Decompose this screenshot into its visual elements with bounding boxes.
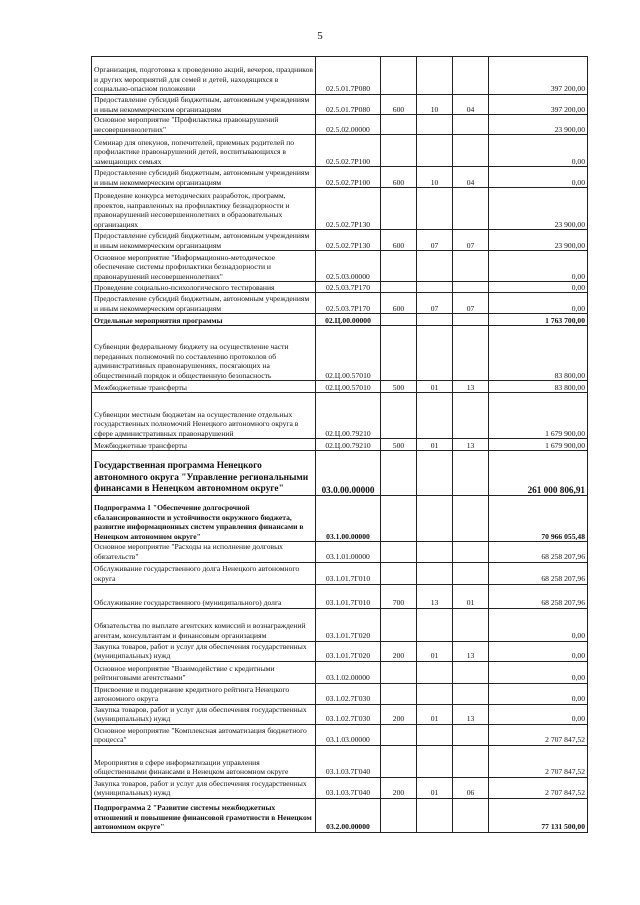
row-amount: 2 707 847,52 xyxy=(489,777,588,798)
row-expense-type xyxy=(381,135,417,167)
row-name: Закупка товаров, работ и услуг для обеспечения государственных (муниципальных) нужд xyxy=(92,777,316,798)
row-amount: 0,00 xyxy=(489,251,588,282)
row-amount: 2 707 847,52 xyxy=(489,724,588,745)
table-row xyxy=(92,293,588,314)
row-section xyxy=(417,798,453,832)
row-subsection xyxy=(453,745,489,777)
row-code: 03.1.03.7Г040 xyxy=(316,745,381,777)
row-section: 01 xyxy=(417,777,453,798)
row-subsection: 04 xyxy=(453,167,489,188)
row-expense-type xyxy=(381,188,417,230)
row-name: Подпрограмма 1 "Обеспечение долгосрочной сбалансированности и устойчивости окружного бюджета, развитие информационных систем управления финансами в Ненецком автономном округе" xyxy=(92,496,316,542)
row-expense-type xyxy=(381,57,417,95)
row-subsection xyxy=(453,798,489,832)
row-name: Основное мероприятие "Комплексная автоматизация бюджетного процесса" xyxy=(92,724,316,745)
row-code: 02.5.01.7Р080 xyxy=(316,95,381,115)
row-name: Обязательства по выплате агентских комиссий и вознаграждений агентам, консультантам и финансовым организациям xyxy=(92,608,316,641)
row-section: 13 xyxy=(417,584,453,608)
table-row xyxy=(92,314,588,326)
row-amount: 0,00 xyxy=(489,608,588,641)
row-section: 01 xyxy=(417,381,453,393)
row-name: Основное мероприятие "Взаимодействие с кредитными рейтинговыми агентствами" xyxy=(92,661,316,683)
row-section xyxy=(417,115,453,135)
row-subsection xyxy=(453,451,489,496)
table-row xyxy=(92,115,588,135)
table-row xyxy=(92,542,588,562)
row-name: Семинар для опекунов, попечителей, приемных родителей по профилактике правонарушений детей, воспитывающихся в замещающих семьях xyxy=(92,135,316,167)
row-section xyxy=(417,724,453,745)
row-code: 02.Ц.00.00000 xyxy=(316,314,381,326)
row-amount: 83 800,00 xyxy=(489,381,588,393)
row-amount: 0,00 xyxy=(489,167,588,188)
row-expense-type: 200 xyxy=(381,704,417,724)
row-code: 03.1.02.7Г030 xyxy=(316,704,381,724)
table-row xyxy=(92,381,588,393)
table-row xyxy=(92,188,588,230)
table-row xyxy=(92,608,588,641)
row-name: Закупка товаров, работ и услуг для обеспечения государственных (муниципальных) нужд xyxy=(92,704,316,724)
row-subsection xyxy=(453,135,489,167)
row-subsection xyxy=(453,251,489,282)
row-amount: 0,00 xyxy=(489,135,588,167)
row-section: 01 xyxy=(417,641,453,661)
row-code: 02.5.01.7Р080 xyxy=(316,57,381,95)
row-section: 07 xyxy=(417,293,453,314)
row-expense-type xyxy=(381,745,417,777)
row-amount: 0,00 xyxy=(489,704,588,724)
row-amount: 261 000 806,91 xyxy=(489,451,588,496)
table-row xyxy=(92,704,588,724)
row-expense-type xyxy=(381,542,417,562)
row-name: Субвенции федеральному бюджету на осуществление части переданных полномочий по составлению протоколов об административных правонарушениях, посягающих на общественный порядок и общественную безопасность xyxy=(92,326,316,381)
row-code: 03.1.02.7Г030 xyxy=(316,683,381,704)
row-section: 10 xyxy=(417,95,453,115)
row-subsection xyxy=(453,57,489,95)
table-row xyxy=(92,562,588,584)
row-name: Межбюджетные трансферты xyxy=(92,439,316,451)
row-expense-type xyxy=(381,683,417,704)
row-expense-type xyxy=(381,393,417,439)
row-subsection xyxy=(453,562,489,584)
row-name: Основное мероприятие "Профилактика правонарушений несовершеннолетних" xyxy=(92,115,316,135)
row-expense-type: 500 xyxy=(381,381,417,393)
row-section xyxy=(417,326,453,381)
row-subsection: 13 xyxy=(453,439,489,451)
row-subsection xyxy=(453,115,489,135)
row-subsection xyxy=(453,724,489,745)
row-code: 03.1.01.7Г010 xyxy=(316,584,381,608)
row-amount: 83 800,00 xyxy=(489,326,588,381)
table-row xyxy=(92,57,588,95)
row-subsection xyxy=(453,326,489,381)
row-expense-type: 200 xyxy=(381,777,417,798)
row-code: 02.5.03.00000 xyxy=(316,251,381,282)
table-row xyxy=(92,641,588,661)
row-subsection xyxy=(453,314,489,326)
table-row xyxy=(92,167,588,188)
row-name: Государственная программа Ненецкого автономного округа "Управление региональными финансами в Ненецком автономном округе" xyxy=(92,451,316,496)
table-row xyxy=(92,230,588,251)
row-section xyxy=(417,135,453,167)
row-expense-type xyxy=(381,608,417,641)
row-amount: 70 966 055,48 xyxy=(489,496,588,542)
table-row xyxy=(92,683,588,704)
row-section xyxy=(417,562,453,584)
row-code: 03.1.02.00000 xyxy=(316,661,381,683)
row-section xyxy=(417,608,453,641)
row-code: 03.1.03.00000 xyxy=(316,724,381,745)
row-name: Межбюджетные трансферты xyxy=(92,381,316,393)
row-amount: 68 258 207,96 xyxy=(489,584,588,608)
row-section: 01 xyxy=(417,439,453,451)
row-subsection xyxy=(453,608,489,641)
table-row xyxy=(92,439,588,451)
table-row xyxy=(92,724,588,745)
row-section: 07 xyxy=(417,230,453,251)
row-expense-type: 700 xyxy=(381,584,417,608)
row-expense-type xyxy=(381,496,417,542)
table-row xyxy=(92,95,588,115)
row-code: 03.1.01.7Г010 xyxy=(316,562,381,584)
table-row xyxy=(92,393,588,439)
row-code: 02.Ц.00.79210 xyxy=(316,439,381,451)
row-name: Предоставление субсидий бюджетным, автономным учреждениям и иным некоммерческим организациям xyxy=(92,293,316,314)
row-code: 03.0.00.00000 xyxy=(316,451,381,496)
table-row xyxy=(92,584,588,608)
row-amount: 68 258 207,96 xyxy=(489,562,588,584)
row-section xyxy=(417,393,453,439)
table-row xyxy=(92,798,588,832)
row-amount: 0,00 xyxy=(489,661,588,683)
row-code: 03.1.00.00000 xyxy=(316,496,381,542)
row-section xyxy=(417,496,453,542)
row-subsection: 13 xyxy=(453,704,489,724)
row-expense-type xyxy=(381,326,417,381)
row-amount: 68 258 207,96 xyxy=(489,542,588,562)
row-amount: 1 679 900,00 xyxy=(489,393,588,439)
row-expense-type: 600 xyxy=(381,293,417,314)
row-name: Основное мероприятие "Расходы на исполнение долговых обязательств" xyxy=(92,542,316,562)
row-name: Обслуживание государственного (муниципального) долга xyxy=(92,584,316,608)
row-expense-type: 600 xyxy=(381,167,417,188)
row-name: Предоставление субсидий бюджетным, автономным учреждениям и иным некоммерческим организациям xyxy=(92,95,316,115)
row-amount: 23 900,00 xyxy=(489,115,588,135)
row-name: Предоставление субсидий бюджетным, автономным учреждениям и иным некоммерческим организациям xyxy=(92,230,316,251)
table-row xyxy=(92,251,588,282)
row-subsection: 13 xyxy=(453,381,489,393)
row-section xyxy=(417,683,453,704)
row-subsection: 07 xyxy=(453,293,489,314)
row-expense-type: 200 xyxy=(381,641,417,661)
row-section xyxy=(417,661,453,683)
row-amount: 23 900,00 xyxy=(489,230,588,251)
row-name: Проведение конкурса методических разработок, программ, проектов, направленных на профилактику безнадзорности и правонарушений несовершеннолетних в образовательных организациях xyxy=(92,188,316,230)
row-expense-type xyxy=(381,251,417,282)
table-row xyxy=(92,135,588,167)
row-amount: 77 131 500,00 xyxy=(489,798,588,832)
row-expense-type xyxy=(381,562,417,584)
row-section xyxy=(417,251,453,282)
row-code: 03.1.03.7Г040 xyxy=(316,777,381,798)
row-code: 02.Ц.00.57010 xyxy=(316,381,381,393)
row-amount: 1 679 900,00 xyxy=(489,439,588,451)
row-amount: 397 200,00 xyxy=(489,95,588,115)
row-subsection xyxy=(453,282,489,293)
row-expense-type xyxy=(381,724,417,745)
row-code: 02.5.02.7Р100 xyxy=(316,167,381,188)
row-amount: 0,00 xyxy=(489,293,588,314)
row-code: 02.5.02.7Р130 xyxy=(316,188,381,230)
row-name: Отдельные мероприятия программы xyxy=(92,314,316,326)
row-amount: 2 707 847,52 xyxy=(489,745,588,777)
row-name: Обслуживание государственного долга Ненецкого автономного округа xyxy=(92,562,316,584)
row-section xyxy=(417,542,453,562)
row-name: Проведение социально-психологического тестирования xyxy=(92,282,316,293)
row-subsection xyxy=(453,188,489,230)
row-expense-type xyxy=(381,798,417,832)
row-code: 02.Ц.00.79210 xyxy=(316,393,381,439)
row-name: Субвенции местным бюджетам на осуществление отдельных государственных полномочий Ненецкого автономного округа в сфере административных правонарушений xyxy=(92,393,316,439)
row-code: 02.5.02.7Р130 xyxy=(316,230,381,251)
row-subsection xyxy=(453,393,489,439)
row-amount: 0,00 xyxy=(489,641,588,661)
row-section xyxy=(417,745,453,777)
table-row xyxy=(92,282,588,293)
row-code: 03.1.01.7Г020 xyxy=(316,641,381,661)
table-row xyxy=(92,326,588,381)
row-subsection: 13 xyxy=(453,641,489,661)
row-subsection: 06 xyxy=(453,777,489,798)
table-row xyxy=(92,777,588,798)
row-name: Предоставление субсидий бюджетным, автономным учреждениям и иным некоммерческим организациям xyxy=(92,167,316,188)
row-code: 02.5.02.00000 xyxy=(316,115,381,135)
row-expense-type xyxy=(381,451,417,496)
row-name: Организация, подготовка к проведению акций, вечеров, праздников и других мероприятий для семей и детей, находящихся в социально-опасном положении xyxy=(92,57,316,95)
row-section: 01 xyxy=(417,704,453,724)
row-expense-type: 600 xyxy=(381,230,417,251)
row-code: 03.2.00.00000 xyxy=(316,798,381,832)
row-code: 02.5.03.7Р170 xyxy=(316,293,381,314)
row-expense-type: 500 xyxy=(381,439,417,451)
row-subsection: 07 xyxy=(453,230,489,251)
row-section xyxy=(417,314,453,326)
row-expense-type xyxy=(381,661,417,683)
row-expense-type xyxy=(381,314,417,326)
row-name: Закупка товаров, работ и услуг для обеспечения государственных (муниципальных) нужд xyxy=(92,641,316,661)
row-amount: 0,00 xyxy=(489,683,588,704)
row-section: 10 xyxy=(417,167,453,188)
row-name: Присвоение и поддержание кредитного рейтинга Ненецкого автономного округа xyxy=(92,683,316,704)
row-name: Мероприятия в сфере информатизации управления общественными финансами в Ненецком автономном округе xyxy=(92,745,316,777)
row-code: 02.Ц.00.57010 xyxy=(316,326,381,381)
row-subsection xyxy=(453,496,489,542)
row-name: Подпрограмма 2 "Развитие системы межбюджетных отношений и повышение финансовой грамотности в Ненецком автономном округе" xyxy=(92,798,316,832)
row-section xyxy=(417,282,453,293)
row-amount: 0,00 xyxy=(489,282,588,293)
table-row xyxy=(92,745,588,777)
row-code: 02.5.03.7Р170 xyxy=(316,282,381,293)
row-subsection xyxy=(453,683,489,704)
row-code: 02.5.02.7Р100 xyxy=(316,135,381,167)
row-expense-type: 600 xyxy=(381,95,417,115)
row-section xyxy=(417,57,453,95)
row-amount: 397 200,00 xyxy=(489,57,588,95)
row-name: Основное мероприятие "Информационно-методическое обеспечение системы профилактики безнадзорности и правонарушений несовершеннолетних" xyxy=(92,251,316,282)
row-amount: 1 763 700,00 xyxy=(489,314,588,326)
row-expense-type xyxy=(381,282,417,293)
row-section xyxy=(417,188,453,230)
row-subsection: 01 xyxy=(453,584,489,608)
row-subsection xyxy=(453,661,489,683)
table-row xyxy=(92,661,588,683)
row-expense-type xyxy=(381,115,417,135)
table-row xyxy=(92,496,588,542)
table-row xyxy=(92,451,588,496)
budget-table xyxy=(91,56,588,833)
row-amount: 23 900,00 xyxy=(489,188,588,230)
row-subsection xyxy=(453,542,489,562)
row-section xyxy=(417,451,453,496)
row-code: 03.1.01.7Г020 xyxy=(316,608,381,641)
row-code: 03.1.01.00000 xyxy=(316,542,381,562)
page-number: 5 xyxy=(317,30,323,42)
row-subsection: 04 xyxy=(453,95,489,115)
